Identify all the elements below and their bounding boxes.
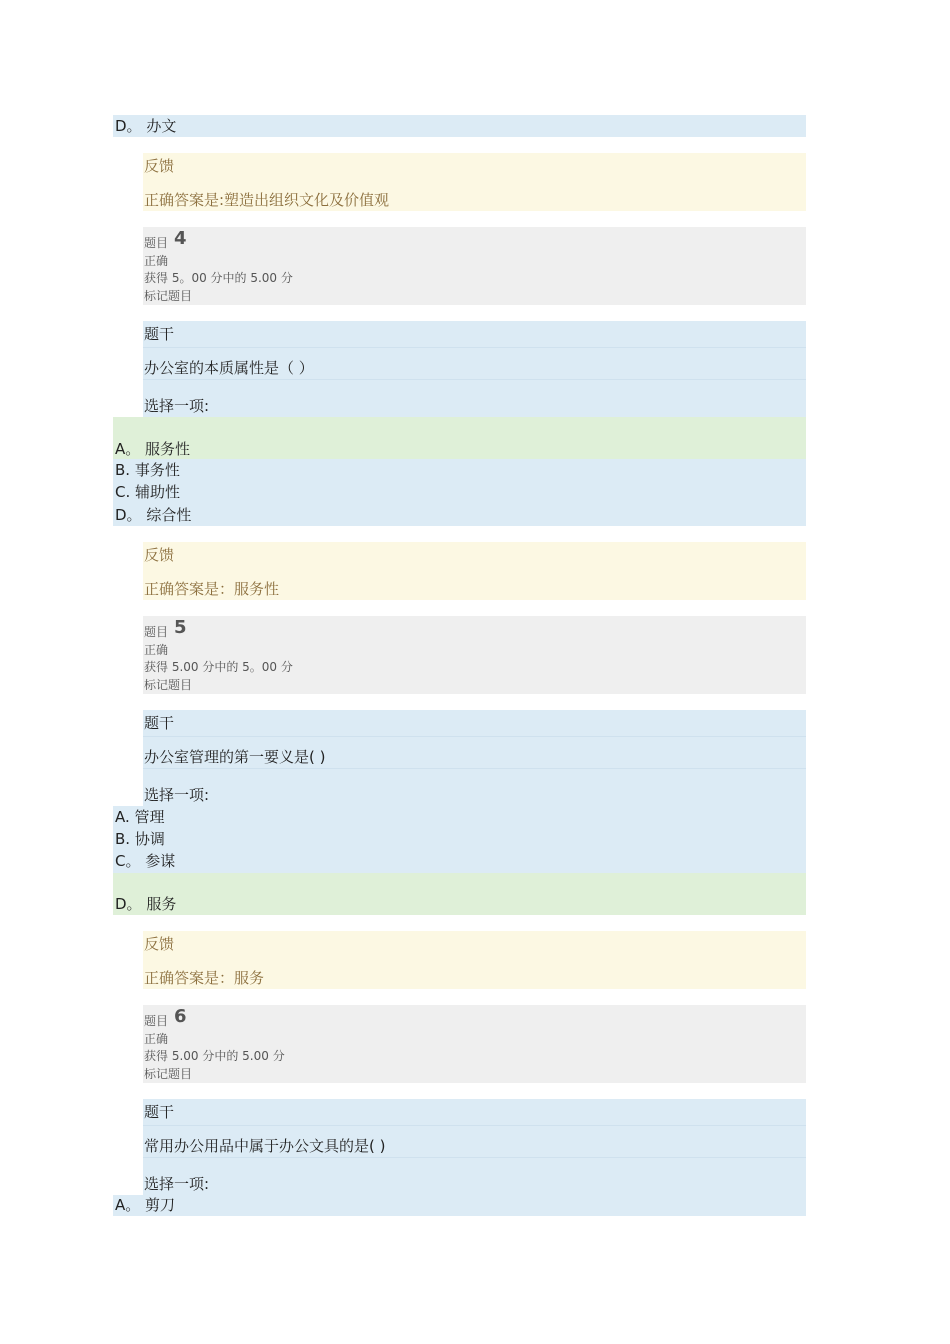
question-label: 题目 [144, 236, 169, 250]
q5-feedback [143, 931, 806, 989]
q5-info [143, 616, 806, 694]
q3-option-d: D。 办文 [115, 117, 177, 135]
q6-option-a-row[interactable] [113, 1195, 806, 1216]
q4-feedback [143, 542, 806, 600]
question-number: 6 [174, 1006, 187, 1027]
feedback-label: 反馈 [144, 546, 175, 564]
feedback-answer: 正确答案是:塑造出组织文化及价值观 [144, 191, 390, 209]
question-text: 办公室的本质属性是（ ） [144, 359, 314, 377]
q5-stem [143, 710, 806, 806]
q5-option-a-row[interactable] [113, 806, 806, 828]
q4-option-a-row[interactable] [113, 417, 806, 459]
q4-option-d: D。 综合性 [115, 506, 192, 524]
question-text: 常用办公用品中属于办公文具的是( ) [144, 1137, 386, 1155]
q5-option-c: C。 参谋 [115, 852, 176, 870]
q5-option-b-row[interactable] [113, 828, 806, 850]
stem-label: 题干 [144, 1103, 175, 1121]
feedback-label: 反馈 [144, 935, 175, 953]
q4-option-c: C. 辅助性 [115, 483, 181, 501]
question-score: 获得 5.00 分中的 5.00 分 [144, 1049, 285, 1063]
q6-option-a: A。 剪刀 [115, 1196, 176, 1214]
feedback-answer: 正确答案是：服务 [144, 969, 265, 987]
q4-option-d-row[interactable] [113, 503, 806, 526]
question-score: 获得 5。00 分中的 5.00 分 [144, 271, 293, 285]
choose-prompt: 选择一项: [144, 397, 210, 415]
q5-option-b: B. 协调 [115, 830, 165, 848]
question-text: 办公室管理的第一要义是( ) [144, 748, 326, 766]
question-number: 4 [174, 228, 187, 249]
q6-stem [143, 1099, 806, 1195]
q4-option-b-row[interactable] [113, 459, 806, 481]
stem-label: 题干 [144, 325, 175, 343]
q4-option-a: A。 服务性 [115, 440, 191, 458]
flag-question-link[interactable]: 标记题目 [144, 678, 193, 692]
q3-feedback [143, 153, 806, 211]
q5-option-d-row[interactable] [113, 873, 806, 915]
q5-option-a: A. 管理 [115, 808, 165, 826]
q4-info [143, 227, 806, 305]
question-label: 题目 [144, 625, 169, 639]
choose-prompt: 选择一项: [144, 786, 210, 804]
question-status: 正确 [144, 643, 169, 657]
q5-option-d: D。 服务 [115, 895, 177, 913]
q4-stem [143, 321, 806, 417]
q3-option-d-row[interactable] [113, 115, 806, 137]
q6-info [143, 1005, 806, 1083]
feedback-label: 反馈 [144, 157, 175, 175]
question-score: 获得 5.00 分中的 5。00 分 [144, 660, 293, 674]
question-status: 正确 [144, 254, 169, 268]
q4-option-c-row[interactable] [113, 481, 806, 503]
question-status: 正确 [144, 1032, 169, 1046]
q4-option-b: B. 事务性 [115, 461, 180, 479]
choose-prompt: 选择一项: [144, 1175, 210, 1193]
flag-question-link[interactable]: 标记题目 [144, 1067, 193, 1081]
feedback-answer: 正确答案是：服务性 [144, 580, 280, 598]
question-label: 题目 [144, 1014, 169, 1028]
stem-label: 题干 [144, 714, 175, 732]
flag-question-link[interactable]: 标记题目 [144, 289, 193, 303]
question-number: 5 [174, 617, 187, 638]
q5-option-c-row[interactable] [113, 850, 806, 873]
